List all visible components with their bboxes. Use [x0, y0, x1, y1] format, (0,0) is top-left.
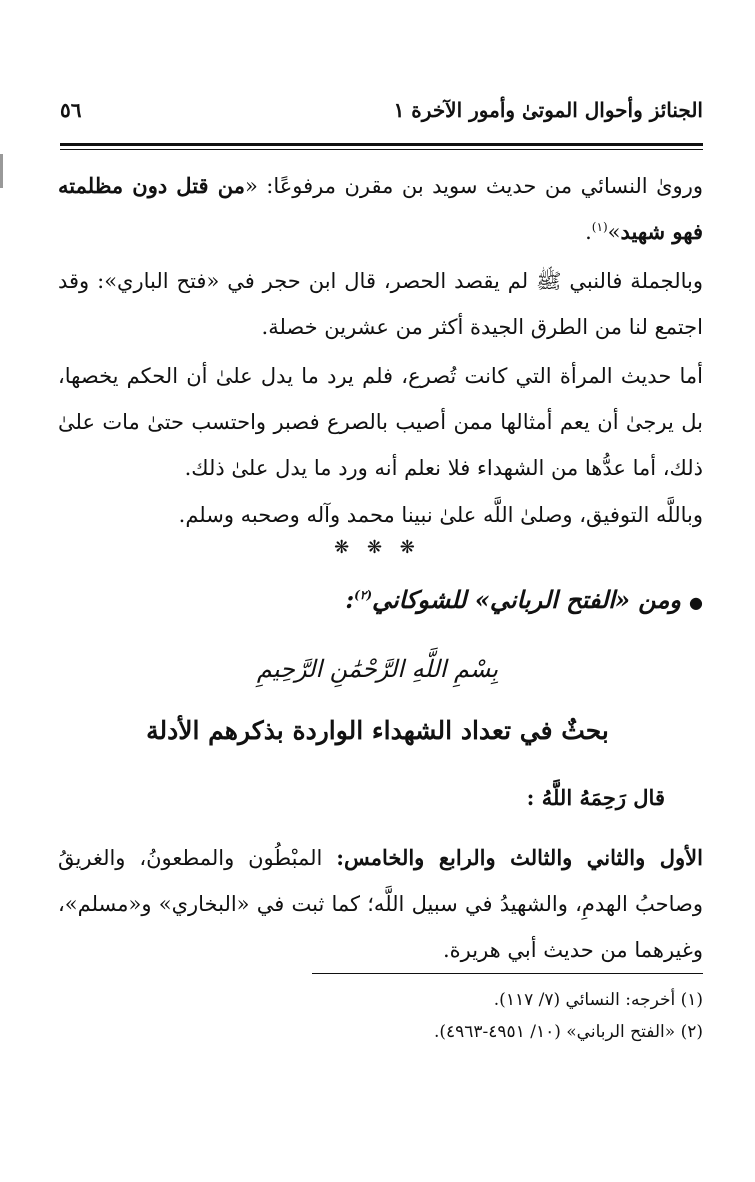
source-colon: :	[345, 585, 355, 614]
bullet-icon: ●	[689, 593, 703, 612]
paragraph-end: .	[585, 220, 592, 244]
footnotes	[58, 984, 703, 1048]
footnote-ref-2: (٢)	[354, 588, 372, 602]
basmala-calligraphy: بِسْمِ اللَّهِ الرَّحْمَٰنِ الرَّحِيمِ	[256, 655, 499, 683]
qal-label: قال رَحِمَهُ اللَّهُ :	[526, 785, 665, 810]
footnote-ref-1: (١)	[591, 220, 608, 234]
running-header	[60, 88, 703, 138]
paragraph-lead: ورویٰ النسائي من حديث سويد بن مقرن مرفوعًا: «	[244, 174, 703, 198]
running-header-title: الجنائز وأحوال الموتىٰ وأمور الآخرة ١	[393, 98, 703, 122]
paragraph-nasai-hadith	[58, 163, 703, 255]
source-title: ومن «الفتح الرباني» للشوكاني	[372, 585, 682, 614]
header-rule	[60, 143, 703, 146]
footnote-rule	[312, 973, 703, 974]
paragraph-martyrs-list	[58, 835, 703, 973]
paragraph-ibn-hajar: وبالجملة فالنبي ﷺ لم يقصد الحصر، قال ابن حجر في «فتح الباري»: وقد اجتمع لنا من الطرق الجيدة أكثر من عشرين خصلة.	[58, 269, 703, 339]
section-heading: بحثٌ في تعداد الشهداء الواردة بذكرهم الأدلة	[146, 716, 609, 745]
paragraph-closing-prayer: وباللَّه التوفيق، وصلىٰ اللَّه علىٰ نبينا محمد وآله وصحبه وسلم.	[178, 503, 703, 527]
section-separator-stars: ❋ ❋ ❋	[334, 537, 421, 558]
page-edge-mark	[0, 154, 3, 188]
martyrs-text: المبْطُون والمطعونُ، والغريقُ وصاحبُ الهدمِ، والشهيدُ في سبيل اللَّه؛ كما ثبت في «البخاري» و«مسلم»، وغيرهما من حديث أبي هريرة.	[58, 846, 703, 962]
page-number: ٥٦	[60, 98, 82, 122]
source-line	[58, 585, 703, 614]
quote-close: »	[607, 220, 621, 244]
header-rule-thin	[60, 149, 703, 150]
footnote-1: (١) أخرجه: النسائي (٧/ ١١٧).	[493, 990, 703, 1010]
hadith-quote: من قتل دون مظلمته فهو شهيد	[58, 173, 703, 244]
footnote-2: (٢) «الفتح الرباني» (١٠/ ٤٩٥١-٤٩٦٣).	[433, 1022, 703, 1042]
martyrs-ordinals: الأول والثاني والثالث والرابع والخامس:	[336, 845, 703, 870]
paragraph-epilepsy-hadith: أما حديث المرأة التي كانت تُصرع، فلم يرد ما يدل علىٰ أن الحكم يخصها، بل يرجىٰ أن يعم أمثالها ممن أصيب بالصرع فصبر واحتسب حتىٰ مات علىٰ ذلك، أما عدُّها من الشهداء فلا نعلم أنه ورد ما يدل علىٰ ذلك.	[58, 364, 703, 480]
